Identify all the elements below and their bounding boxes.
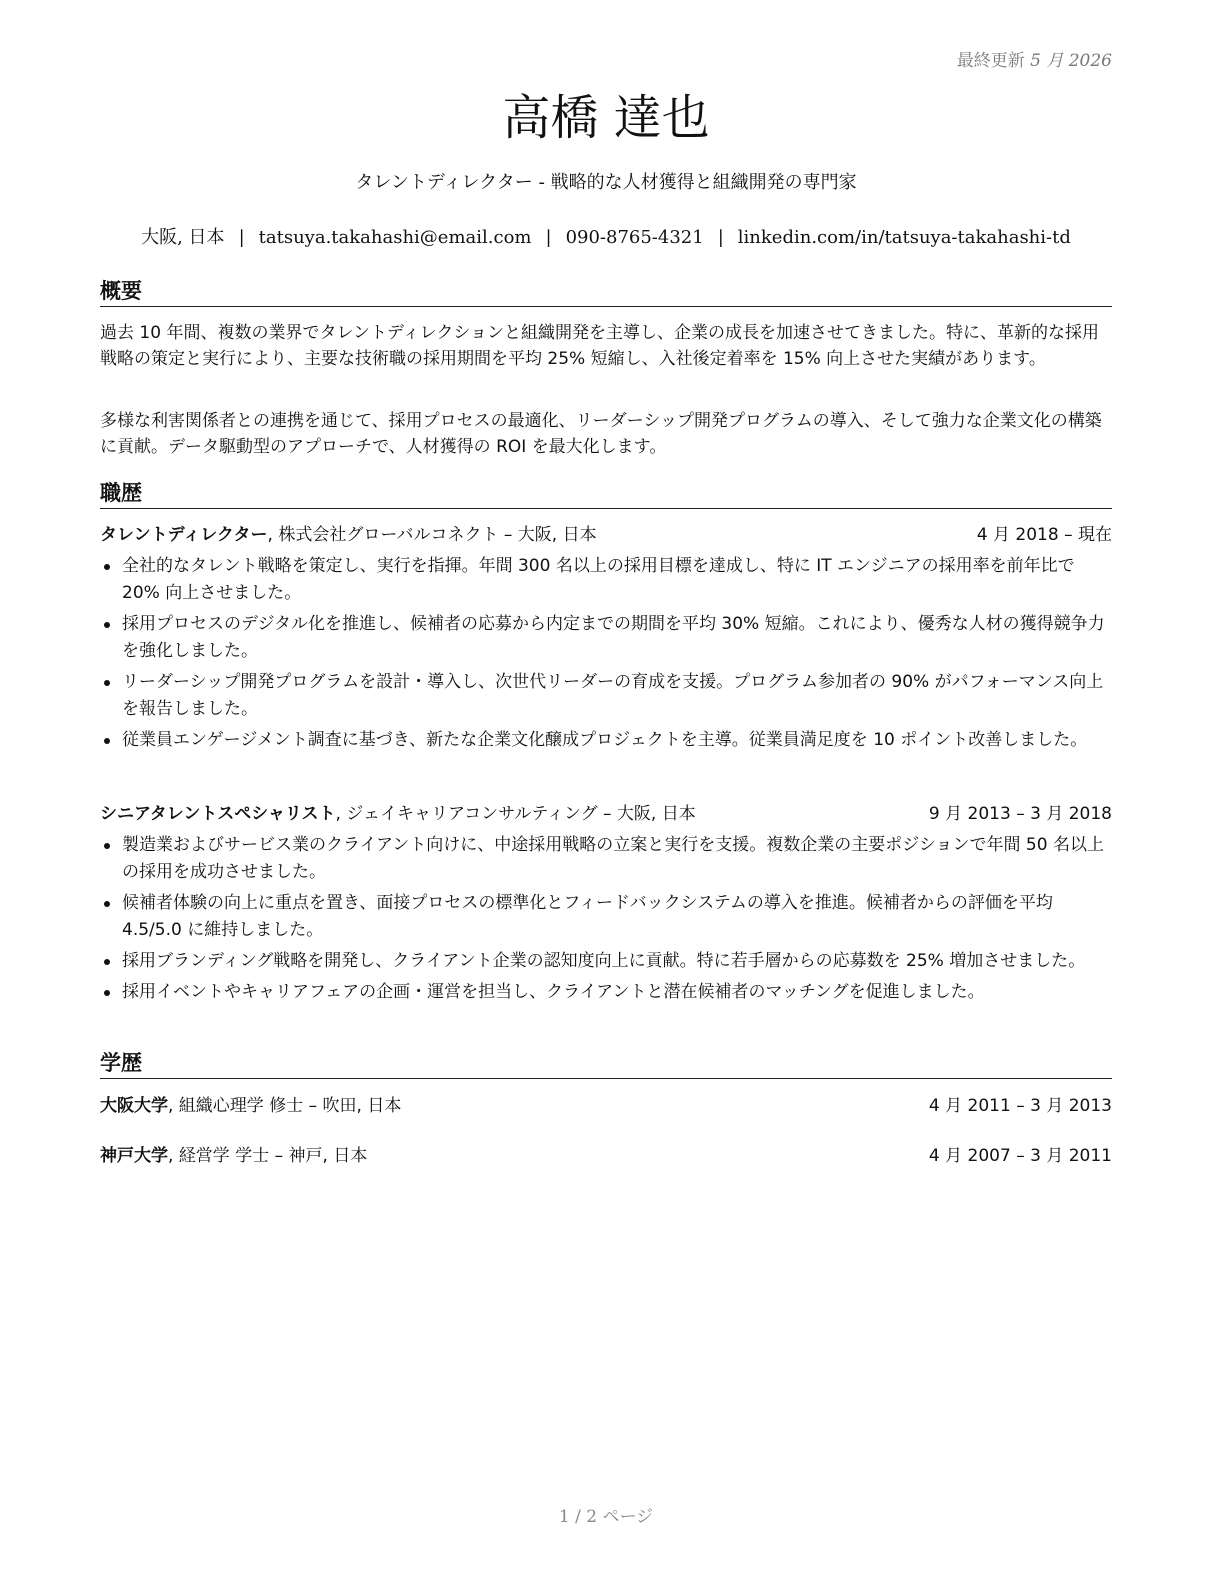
- bullet-text: 全社的なタレント戦略を策定し、実行を指揮。年間 300 名以上の採用目標を達成し、特に IT エンジニアの採用率を前年比で 20% 向上させました。: [122, 556, 1075, 603]
- education-detail: , 組織心理学 修士 – 吹田, 日本: [168, 1096, 402, 1116]
- list-item: [100, 890, 1112, 944]
- resume-page: [100, 0, 1112, 1584]
- bullet-icon: [104, 622, 110, 628]
- job-dates: 9 月 2013 – 3 月 2018: [928, 804, 1112, 824]
- bullet-icon: [104, 843, 110, 849]
- list-item: [100, 669, 1112, 723]
- bullet-icon: [104, 990, 110, 996]
- bullet-text: 製造業およびサービス業のクライアント向けに、中途採用戦略の立案と実行を支援。複数企業の主要ポジションで年間 50 名以上の採用を成功させました。: [122, 835, 1104, 882]
- job-organization: , 株式会社グローバルコネクト – 大阪, 日本: [267, 525, 597, 545]
- last-updated: [957, 46, 1112, 71]
- list-item: [100, 832, 1112, 886]
- education-dates: 4 月 2011 – 3 月 2013: [928, 1096, 1112, 1116]
- education-dates: 4 月 2007 – 3 月 2011: [928, 1146, 1112, 1166]
- education-school: 神戸大学: [100, 1146, 168, 1166]
- bullet-icon: [104, 959, 110, 965]
- job-organization: , ジェイキャリアコンサルティング – 大阪, 日本: [335, 804, 696, 824]
- last-updated-label: 最終更新: [956, 51, 1025, 71]
- contact-separator: |: [238, 227, 245, 248]
- job-dates: 4 月 2018 – 現在: [976, 525, 1112, 545]
- education-school: 大阪大学: [100, 1096, 168, 1116]
- education-entry: [100, 1143, 1112, 1169]
- bullet-icon: [104, 738, 110, 744]
- contact-linkedin[interactable]: linkedin.com/in/tatsuya-takahashi-td: [737, 227, 1071, 248]
- list-item: [100, 611, 1112, 665]
- job-role: タレントディレクター: [100, 525, 268, 545]
- bullet-icon: [104, 680, 110, 686]
- section-title-summary: 概要: [100, 278, 1112, 307]
- contact-separator: |: [717, 227, 724, 248]
- list-item: [100, 553, 1112, 607]
- job-role: シニアタレントスペシャリスト: [100, 804, 336, 824]
- candidate-headline: タレントディレクター - 戦略的な人材獲得と組織開発の専門家: [355, 172, 857, 193]
- contact-phone[interactable]: 090-8765-4321: [565, 227, 704, 248]
- summary-paragraph: 過去 10 年間、複数の業界でタレントディレクションと組織開発を主導し、企業の成長を加速させてきました。特に、革新的な採用戦略の策定と実行により、主要な技術職の採用期間を平均 25% 短縮し、入社後定着率を 15% 向上させた実績があります。: [100, 323, 1099, 369]
- candidate-name: 高橋 達也: [502, 90, 710, 146]
- bullet-text: リーダーシップ開発プログラムを設計・導入し、次世代リーダーの育成を支援。プログラム参加者の 90% がパフォーマンス向上を報告しました。: [122, 672, 1104, 719]
- list-item: [100, 727, 1112, 754]
- section-title-experience: 職歴: [100, 480, 1112, 509]
- bullet-icon: [104, 901, 110, 907]
- job-bullets: [100, 832, 1112, 1010]
- contact-separator: |: [545, 227, 552, 248]
- summary-paragraph: 多様な利害関係者との連携を通じて、採用プロセスの最適化、リーダーシップ開発プログラムの導入、そして強力な企業文化の構築に貢献。データ駆動型のアプローチで、人材獲得の ROI を最大化します。: [100, 411, 1102, 457]
- list-item: [100, 948, 1112, 975]
- section-title-education: 学歴: [100, 1050, 1112, 1079]
- last-updated-date: 5 月 2026: [1030, 51, 1112, 71]
- bullet-text: 採用イベントやキャリアフェアの企画・運営を担当し、クライアントと潜在候補者のマッチングを促進しました。: [122, 982, 985, 1002]
- job-header: [100, 801, 1112, 827]
- job-header: [100, 522, 1112, 548]
- bullet-text: 従業員エンゲージメント調査に基づき、新たな企業文化醸成プロジェクトを主導。従業員満足度を 10 ポイント改善しました。: [122, 730, 1088, 750]
- page-indicator: 1 / 2 ページ: [558, 1507, 654, 1527]
- bullet-icon: [104, 564, 110, 570]
- contact-email[interactable]: tatsuya.takahashi@email.com: [258, 227, 532, 248]
- contact-location: 大阪, 日本: [141, 227, 225, 248]
- bullet-text: 採用ブランディング戦略を開発し、クライアント企業の認知度向上に貢献。特に若手層からの応募数を 25% 増加させました。: [122, 951, 1086, 971]
- education-detail: , 経営学 学士 – 神戸, 日本: [168, 1146, 368, 1166]
- bullet-text: 候補者体験の向上に重点を置き、面接プロセスの標準化とフィードバックシステムの導入を推進。候補者からの評価を平均 4.5/5.0 に維持しました。: [122, 893, 1053, 940]
- education-entry: [100, 1093, 1112, 1119]
- list-item: [100, 979, 1112, 1006]
- contact-line: [100, 225, 1112, 251]
- job-bullets: [100, 553, 1112, 758]
- bullet-text: 採用プロセスのデジタル化を推進し、候補者の応募から内定までの期間を平均 30% 短縮。これにより、優秀な人材の獲得競争力を強化しました。: [122, 614, 1105, 661]
